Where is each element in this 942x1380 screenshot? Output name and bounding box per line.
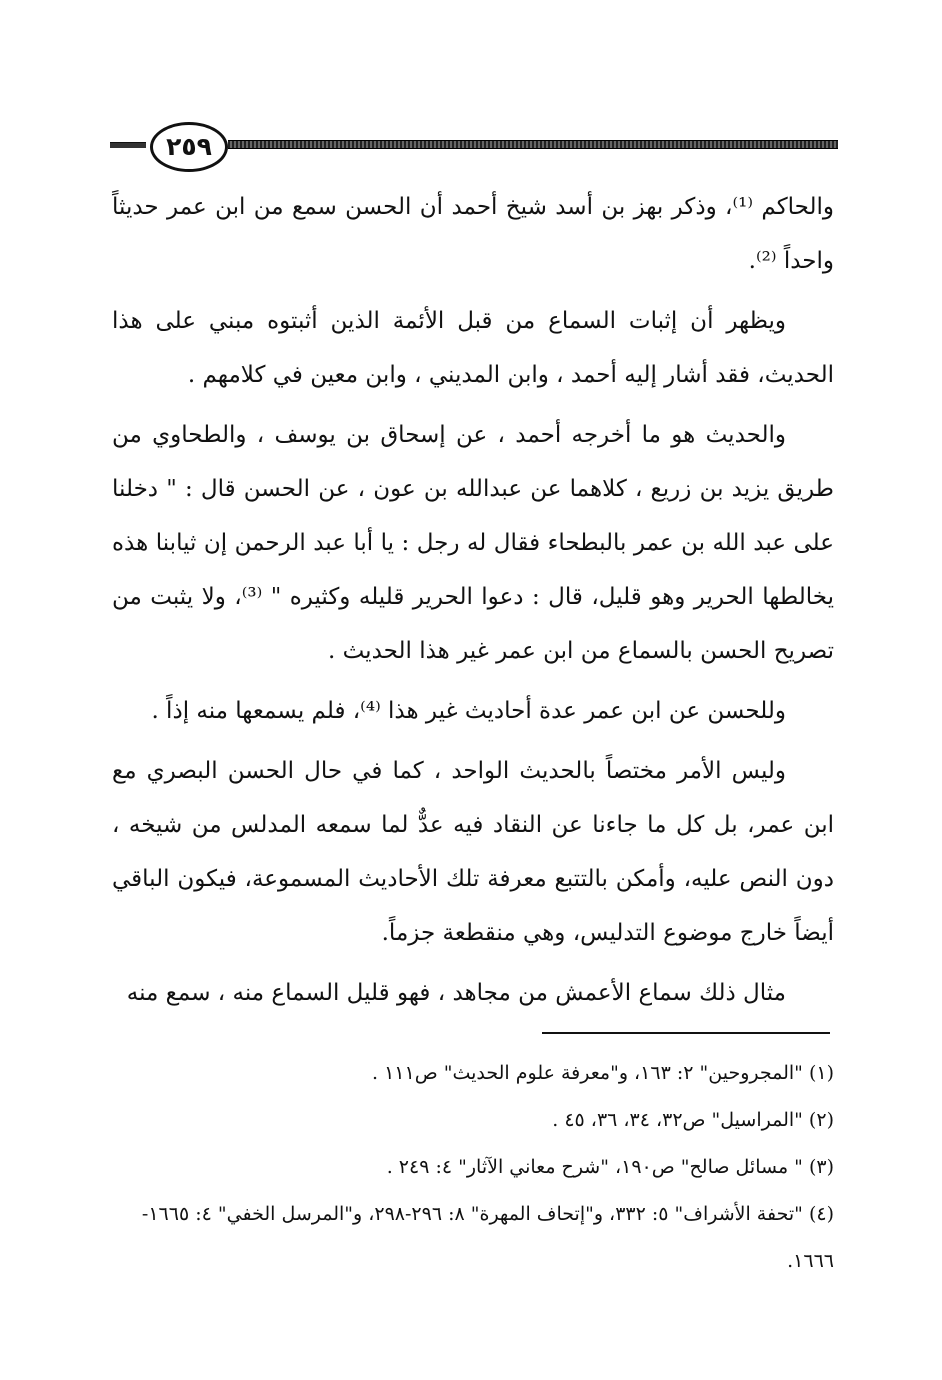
page-header <box>110 120 838 170</box>
paragraph: ويظهر أن إثبات السماع من قبل الأئمة الذين أثبتوه مبني على هذا الحديث، فقد أشار إليه أحمد ، وابن المديني ، وابن معين في كلامهم . <box>112 308 834 388</box>
footnote-separator <box>542 1032 830 1034</box>
paragraph: والحاكم ⁽¹⁾، وذكر بهز بن أسد شيخ أحمد أن الحسن سمع من ابن عمر حديثاً واحداً ⁽²⁾. <box>112 194 834 274</box>
main-text <box>112 180 834 1026</box>
paragraph: والحديث هو ما أخرجه أحمد ، عن إسحاق بن يوسف ، والطحاوي من طريق يزيد بن زريع ، كلاهما عن عبدالله بن عون ، عن الحسن قال : " دخلنا على عبد الله بن عمر بالبطحاء فقال له رجل : يا أبا عبد الرحمن إن ثيابنا هذه يخالطها الحرير وهو قليل، قال : دعوا الحرير قليله وكثيره " ⁽³⁾، ولا يثبت من تصريح الحسن بالسماع من ابن عمر غير هذا الحديث . <box>112 422 834 664</box>
footnote: (١) "المجروحين" ٢: ١٦٣، و"معرفة علوم الحديث" ص١١١ . <box>371 1062 834 1084</box>
header-rule-right <box>228 140 838 149</box>
footnote: (٣) " مسائل صالح" ص١٩٠، "شرح معاني الآثار" ٤: ٢٤٩ . <box>386 1156 834 1178</box>
paragraph: وللحسن عن ابن عمر عدة أحاديث غير هذا ⁽⁴⁾، فلم يسمعها منه إذاً . <box>151 698 786 724</box>
footnote: (٢) "المراسيل" ص٣٢، ٣٤، ٣٦، ٤٥ . <box>552 1109 834 1131</box>
page-number: ٢٥٩ <box>150 122 228 172</box>
paragraph: وليس الأمر مختصاً بالحديث الواحد ، كما في حال الحسن البصري مع ابن عمر، بل كل ما جاءنا عن النقاد فيه عدٌّ لما سمعه المدلس من شيخه ، دون النص عليه، وأمكن بالتتبع معرفة تلك الأحاديث المسموعة، فيكون الباقي أيضاً خارج موضوع التدليس، وهي منقطعة جزماً. <box>112 758 834 946</box>
paragraph: مثال ذلك سماع الأعمش من مجاهد ، فهو قليل السماع منه ، سمع منه <box>126 980 786 1006</box>
footnote: (٤) "تحفة الأشراف" ٥: ٣٣٢، و"إتحاف المهرة" ٨: ٢٩٦-٢٩٨، و"المرسل الخفي" ٤: ١٦٦٥- ١٦٦٦. <box>141 1203 834 1272</box>
footnotes <box>112 1050 834 1285</box>
header-rule-left <box>110 142 146 148</box>
